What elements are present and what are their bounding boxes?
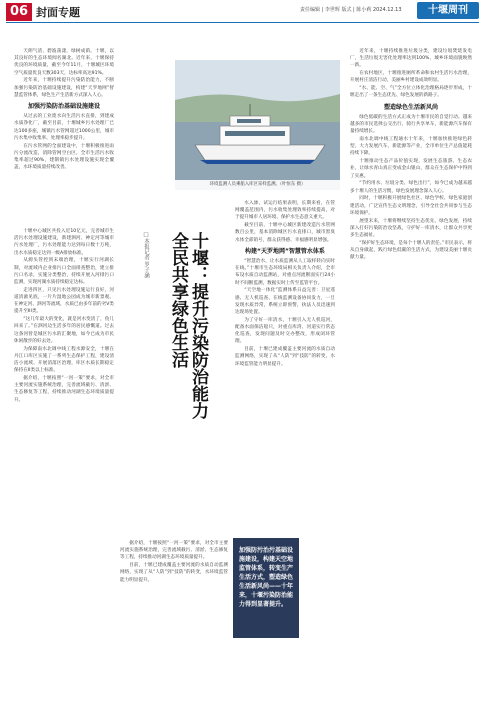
subheading: 加强污染防治基础设施建设: [27, 103, 100, 111]
article-column-1: [14, 48, 114, 228]
paragraph: 从过去的工业废水向生活污水直排，到建成水质净化厂，截至目前，十堰城乡污水处理厂已达100多座，城镇污水管网超过1000公里，城市污水集中收集率、处理率稳步提升。: [14, 114, 114, 141]
editor-meta: 责任编辑 | 李世辉 版式 | 陈小莉 2024.12.13: [300, 7, 402, 13]
subheading: 塑造绿色生活新风尚: [383, 103, 438, 111]
paragraph: 水入渗，试运行结果表明，长期来看，在管网覆盖范围内，污水收集处理效率持续提高，对于提升城市人居环境、保护水生态意义重大。: [235, 201, 335, 221]
page-header: [0, 0, 485, 30]
paragraph: “智慧治水，让水质监测从人工取样转向实时在线。”十堰市生态环境局相关负责人介绍，全市布设水质自动监测站，对重点河流断面实行24小时不间断监测，数据实时上传至监管平台。: [235, 259, 335, 286]
paragraph: 展望未来，十堰将继续坚持生态优先、绿色发展，持续深入打好污染防治攻坚战，守护好一库清水，让群众共享更多生态福祉。: [350, 218, 472, 239]
paragraph: 为了守好一库清水，十堰引入无人机巡河，配备水面保洁船只，对重点库湾、河道实行常态化巡查，发现问题及时交办整改，形成闭环管理。: [235, 317, 335, 345]
section-title: 封面专题: [36, 6, 80, 19]
article-column-3: [350, 48, 472, 688]
paragraph: 目前，十堰已建成覆盖主要河流的水质自动监测网络，实现了从“人防”到“技防”的转变，水环境监管能力明显提升。: [120, 563, 228, 583]
photo-caption: 环境监测人员乘船入库区采样监测。（叶恒东 摄）: [175, 180, 340, 190]
paragraph: “保护好生态环境，是每个十堰人的责任。”市民表示，将从自身做起，践行绿色低碳的生活方式，为建设美丽十堰贡献力量。: [350, 240, 472, 261]
headline-line-2: 全民共享绿色生活: [168, 232, 188, 368]
vertical-headline: [126, 232, 208, 532]
page-number: 06: [6, 3, 32, 21]
paragraph: “节约用水、垃圾分类、绿色出行”，如今已成为越来越多十堰人的生活习惯，绿色发展理念深入人心。: [350, 181, 472, 194]
paragraph: “天空地一体化”监测体系日益完善：卫星遥感、无人机巡查、在线监测设备协同发力，一旦发现水质异常，系统立即预警，执法人员迅速到达现场处置。: [235, 288, 335, 316]
paragraph: 南水北调中线工程通水十年来，十堰加快推进绿色转型，大力发展汽车、新能源等产业，全市单位生产总值能耗持续下降。: [350, 137, 472, 157]
byline: □本报记者 罗子涵: [143, 232, 149, 279]
boat-photo: [175, 60, 340, 190]
paragraph: 十堰中心城区共投入近10亿元，完善城市生活污水处理设施建设，新建泗河、神定河等城市污水处理厂，污水处理能力达到每日数十万吨，出水水质稳定达到一级A排放标准。: [14, 229, 114, 256]
header-rule: [6, 22, 479, 23]
paragraph: 据介绍，十堰按照“一河一策”要求，对全市主要河流实施系统治理，完善流域截污、清淤、生态修复等工程，持续推动河湖生态环境质量提升。: [14, 376, 114, 403]
paragraph: 走进四区，只见污水处理设施运行良好，河道清澈见底，一片片湿地公园成为城市新景观。在神定河、泗河等流域，水质已由多年前的劣V类提升至III类。: [14, 287, 114, 315]
paragraph: 在污水管网的全面建设中，十堰积极推进雨污分流改造，消除管网空白区，全市生活污水收集率超过90%，建制镇污水处理设施实现全覆盖，水环境质量持续改善。: [14, 143, 114, 171]
paragraph: 在农村地区，十堰推进厕所革命和农村生活污水治理，开展村庄清洁行动，美丽乡村建设成效明显。: [350, 71, 472, 84]
paragraph: 目前，十堰已建成覆盖主要河流的水质自动监测网络，实现了从“人防”到“技防”的转变，水环境监管能力明显提升。: [235, 347, 335, 367]
paragraph: 近年来，十堰持续提升污染防治能力，不断加强污染防治基础设施建设，构建“天罗地网”智慧监管体系，绿色生产生活新方式深入人心。: [14, 78, 114, 98]
paragraph: 同时，十堰积极开展绿色社区、绿色学校、绿色家庭创建活动，广泛宣传生态文明理念，引导全社会共同参与生态环境保护。: [350, 196, 472, 216]
paragraph: 天朗气清，碧波荡漾，绿树成荫。十堰，以其良好的生态环境闻名湖北。近年来，十堰保持优良的环境质量，截至今年11月，十堰城区环境空气质量优良天数303天，达标率高达91%。: [14, 49, 114, 76]
paragraph: “这几年最大的变化，就是河水变清了，鱼儿回来了。”在泗河边生活多年的居民感慨道。过去这条河曾是城区污水的汇聚地，如今已成为市民休闲散步的好去处。: [14, 317, 114, 344]
headline-line-1: 十堰：提升污染防治能力: [188, 232, 208, 419]
article-column-mid: [120, 540, 228, 690]
paragraph: “水、能、空、气”全方位立体化治理格局逐步形成，十堰走出了一条生态优先、绿色发展的新路子。: [350, 86, 472, 99]
article-column-2: [235, 200, 335, 530]
paragraph: 据介绍，十堰按照“一河一策”要求，对全市主要河流实施系统治理，完善流域截污、清淤、生态修复等工程，持续推动河湖生态环境质量提升。: [120, 541, 228, 561]
paragraph: 为保障南水北调中线工程水源安全，十堰在丹江口库区实施了一系列生态保护工程，建设清洁小流域、开展消落区治理，库区水质长期稳定保持在II类以上标准。: [14, 346, 114, 374]
article-column-1b: [14, 228, 114, 688]
pull-quote-box: 加强防污治污基础设施建设，构建天空地监管体系，转变生产生活方式，塑造绿色生活新风尚——十年来，十堰污染防治能力得到显著提升。: [233, 538, 299, 638]
paragraph: 截至目前，十堰中心城区新建改造污水管网数百公里，基本消除城区污水直排口，城市黑臭水体全部销号，群众获得感、幸福感明显增强。: [235, 223, 335, 243]
paragraph: 十堰推动生态产品价值实现，发展生态旅游、生态农业，让绿水青山真正变成金山银山，群众在生态保护中得到了实惠。: [350, 159, 472, 179]
subheading: 构建“天罗地网”智慧管水体系: [245, 247, 325, 255]
paragraph: 近年来，十堰持续推进垃圾分类，建设垃圾焚烧发电厂，生活垃圾无害化处理率达到100%，城乡环境面貌焕然一新。: [350, 49, 472, 69]
publication-brand: 十堰周刊: [417, 2, 479, 19]
boat-illustration: [175, 60, 340, 190]
paragraph: 绿色低碳的生活方式正成为十堰市民的自觉行动。越来越多的市民选择公交出行、骑行共享单车，新能源汽车保有量持续增长。: [350, 114, 472, 135]
paragraph: 从源头管控到末端治理，十堰实行河湖长制，对流域内企业排污口全面排查整治，建立排污口名录，实施分类整治，持续开展入河排污口监测，实现河湖水质持续稳定达标。: [14, 258, 114, 286]
